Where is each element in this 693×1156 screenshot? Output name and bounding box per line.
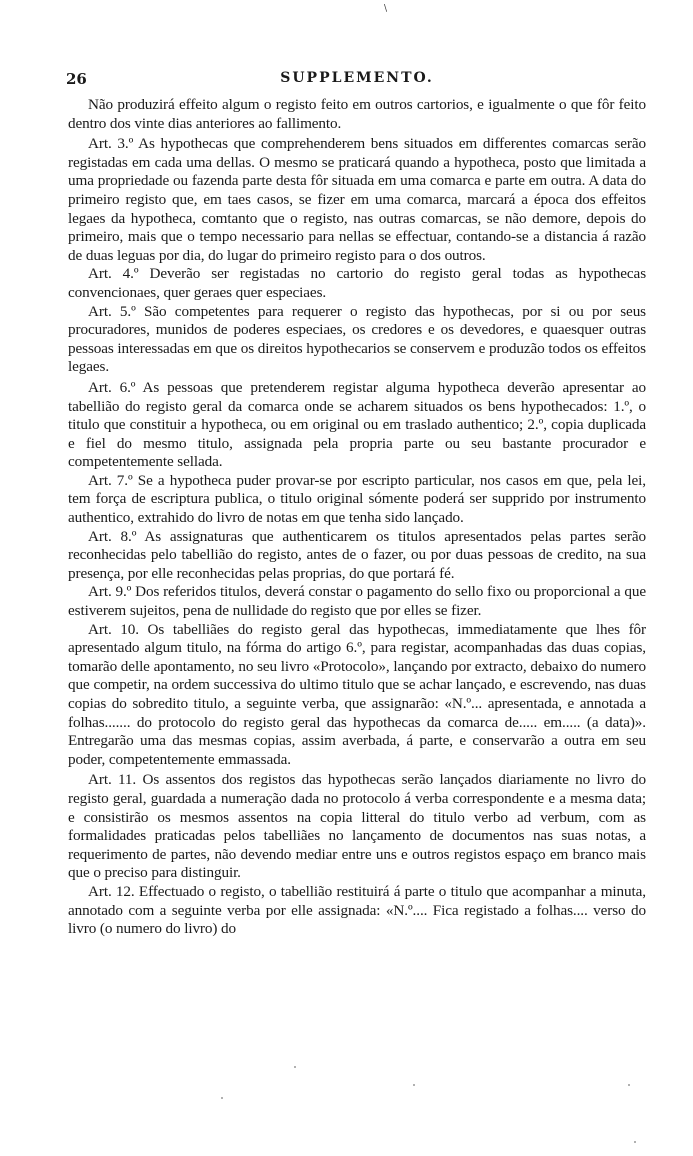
speck (628, 1084, 630, 1086)
article-11 (68, 771, 646, 883)
article-text: Effectuado o registo, o tabellião restituirá á parte o titulo que acompanhar a minuta, annotado com a seguinte verba por elle assignada: «N.º.... Fica registado a folhas.... verso do livro (o numero do livro) do (68, 882, 646, 938)
article-text: Os assentos dos registos das hypothecas serão lançados diariamente no livro do registo geral, guardada a numeração dada no protocolo á verba correspondente e a mesma data; e consistirão os mesmos assentos na copia litteral do titulo verbo ad verbum, com as formalidades praticadas pelos tabelliães no lançamento de documentos nas suas notas, a requerimento de partes, não devendo mediar entre uns e outros registos espaço em branco mais que o preciso para distinguir. (68, 771, 646, 882)
paragraph-continuation (68, 96, 646, 133)
page-header (66, 70, 648, 90)
article-text: As hypothecas que comprehenderem bens situados em differentes comarcas serão registadas em cada uma dellas. O mesmo se praticará quando a hypotheca, posto que limitada a uma propriedade ou fazenda parte desta fôr situada em uma comarca e parte em outra. A data do primeiro registo que, em taes casos, se fizer em uma comarca, marcará a época dos effeitos legaes da hypotheca, comtanto que o registo, nas outras comarcas, se não demore, depois do primeiro, mais que o tempo necessario para nellas se effectuar, contando-se a distancia á razão de duas leguas por dia, do lugar do primeiro registo para o dos outros. (68, 135, 646, 264)
speck (221, 1097, 223, 1099)
page-number: 26 (66, 70, 87, 88)
article-label: Art. 8.º (88, 527, 137, 545)
article-text: São competentes para requerer o registo das hypothecas, por si ou por seus procuradores, munidos de poderes especiaes, os credores e os devedores, e quaesquer outras pessoas interessadas em que os direitos hypothecarios se conservem e produzão todos os effeitos legaes. (68, 302, 646, 376)
article-label: Art. 6.º (88, 378, 136, 396)
running-title: SUPPLEMENTO. (280, 70, 434, 86)
article-9 (68, 583, 646, 620)
article-8 (68, 528, 646, 584)
article-text: As pessoas que pretenderem registar alguma hypotheca deverão apresentar ao tabellião do registo geral da comarca onde se acharem situados os bens hypothecados: 1.º, o titulo que constituir a hypotheca, ou em original ou em traslado authentico; 2.º, copia duplicada e fiel do mesmo titulo, assignada pela propria parte ou seu bastante procurador e competentemente sellada. (68, 378, 647, 471)
article-label: Art. 12. (88, 882, 135, 900)
article-7 (68, 472, 646, 528)
article-text: Dos referidos titulos, deverá constar o pagamento do sello fixo ou proporcional a que estiverem sujeitos, pena de nullidade do registo que por elles se fizer. (68, 583, 646, 620)
speck (413, 1084, 415, 1086)
article-10 (68, 621, 646, 770)
article-label: Art. 11. (88, 771, 137, 789)
article-label: Art. 4.º (88, 265, 139, 283)
article-12 (68, 883, 646, 939)
article-text: Se a hypotheca puder provar-se por escripto particular, nos casos em que, pela lei, tem força de escriptura publica, o titulo original sómente poderá ser supprido por instrumento authentico, extrahido do livro de notas em que tenha sido lançado. (68, 471, 646, 527)
article-label: Art. 10. (88, 620, 139, 638)
stray-mark: \ (384, 4, 388, 14)
speck (634, 1141, 636, 1143)
article-label: Art. 9.º (88, 583, 132, 601)
article-text: Deverão ser registadas no cartorio do registo geral todas as hypothecas convencionaes, quer geraes quer especiaes. (68, 265, 647, 301)
article-label: Art. 7.º (88, 471, 133, 489)
article-3 (68, 135, 646, 265)
article-label: Art. 5.º (88, 302, 136, 320)
body-text (68, 96, 646, 939)
article-4 (68, 265, 646, 302)
article-5 (68, 303, 646, 377)
speck (294, 1066, 296, 1068)
paragraph-text: Não produzirá effeito algum o registo feito em outros cartorios, e igualmente o que fôr feito dentro dos vinte dias anteriores ao fallimento. (68, 96, 646, 132)
article-label: Art. 3.º (88, 135, 134, 153)
article-text: As assignaturas que authenticarem os titulos apresentados pelas partes serão reconhecidas pelo tabellião do registo, antes de o fazer, ou por duas pessoas de credito, na sua presença, por elle reconhecidas pelas proprias, do que portará fé. (68, 527, 647, 582)
article-text: Os tabelliães do registo geral das hypothecas, immediatamente que lhes fôr apresentado algum titulo, na fórma do artigo 6.º, para registar, acompanhadas das duas copias, tomarão delle apontamento, no seu livro «Protocolo», lançando por extracto, debaixo do numero que competir, na ordem successiva do ultimo titulo que se achar lançado, e escrevendo, nas duas copias do sobredito titulo, a seguinte verba, que assignarão: «N.º... apresentada, e annotada a folhas....... do protocolo do registo geral das hypothecas da comarca de..... em..... (a data)». Entregarão uma das mesmas copias, assim averbada, á parte, e conservarão a outra em seu poder, competentemente emmassada. (68, 620, 646, 768)
article-6 (68, 379, 646, 472)
